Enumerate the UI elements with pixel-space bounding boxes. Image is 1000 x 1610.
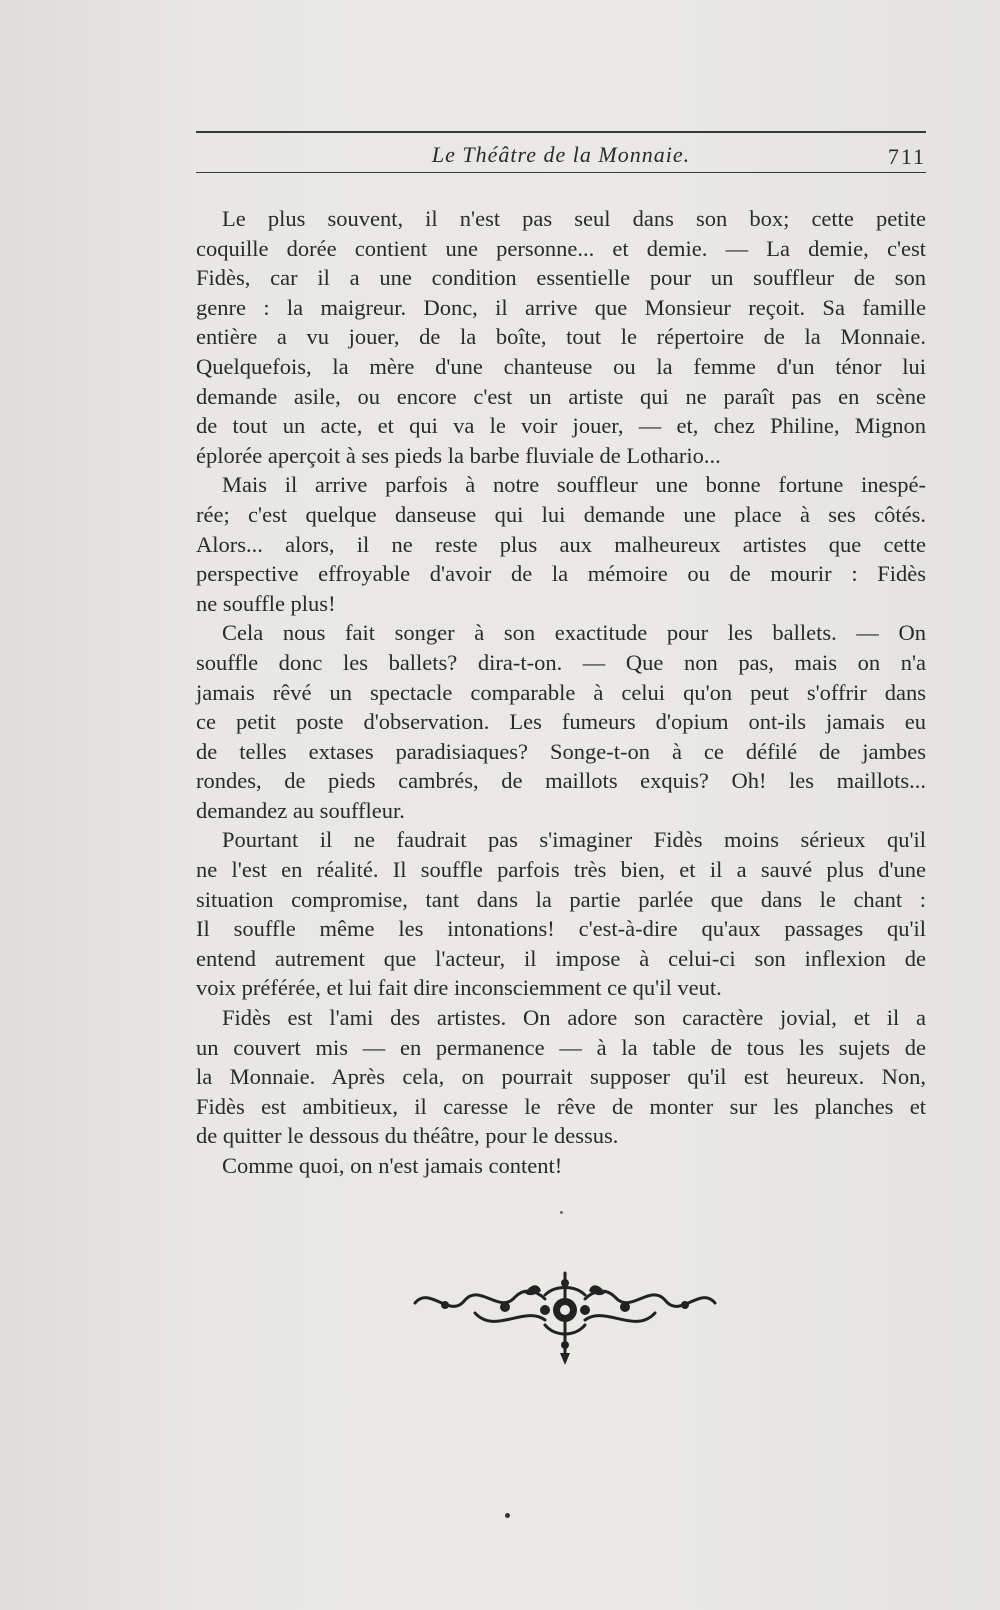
text-line: Quelquefois, la mère d'une chanteuse ou la femme d'un ténor lui: [196, 353, 926, 379]
text-line: Alors... alors, il ne reste plus aux malheureux artistes que cette: [196, 531, 926, 557]
body-text: [196, 204, 926, 1181]
text-line: situation compromise, tant dans la partie parlée que dans le chant :: [196, 886, 926, 912]
fleuron-ornament-icon: [405, 1265, 725, 1365]
text-line: ce petit poste d'observation. Les fumeurs d'opium ont-ils jamais eu: [196, 709, 926, 735]
text-line: un couvert mis — en permanence — à la table de tous les sujets de: [196, 1034, 926, 1060]
text-line: la Monnaie. Après cela, on pourrait supposer qu'il est heureux. Non,: [196, 1064, 926, 1090]
text-line: éplorée aperçoit à ses pieds la barbe fluviale de Lothario...: [196, 442, 721, 468]
header-rule-top: [196, 131, 926, 133]
text-line: souffle donc les ballets? dira-t-on. — Que non pas, mais on n'a: [196, 649, 926, 675]
text-line: de quitter le dessous du théâtre, pour le dessus.: [196, 1123, 619, 1149]
text-line: jamais rêvé un spectacle comparable à celui qu'on peut s'offrir dans: [196, 679, 926, 705]
print-speck: [505, 1513, 510, 1518]
text-line: Mais il arrive parfois à notre souffleur une bonne fortune inespé-: [222, 472, 926, 498]
page-number: 711: [887, 144, 926, 169]
text-line: demande asile, ou encore c'est un artiste qui ne paraît pas en scène: [196, 383, 926, 409]
text-line: Comme quoi, on n'est jamais content!: [222, 1153, 563, 1178]
text-line: demandez au souffleur.: [196, 797, 405, 823]
text-line: rondes, de pieds cambrés, de maillots exquis? Oh! les maillots...: [196, 768, 926, 794]
text-line: coquille dorée contient une personne... et demie. — La demie, c'est: [196, 235, 926, 261]
text-line: Fidès, car il a une condition essentielle pour un souffleur de son: [196, 265, 926, 291]
text-line: ne souffle plus!: [196, 590, 336, 616]
text-line: Il souffle même les intonations! c'est-à-dire qu'aux passages qu'il: [196, 916, 926, 942]
text-line: voix préférée, et lui fait dire inconsciemment ce qu'il veut.: [196, 975, 722, 1001]
text-line: Le plus souvent, il n'est pas seul dans son box; cette petite: [222, 206, 926, 231]
header-rule-bottom: [196, 172, 926, 173]
text-line: de tout un acte, et qui va le voir jouer, — et, chez Philine, Mignon: [196, 413, 926, 439]
text-line: entend autrement que l'acteur, il impose à celui-ci son inflexion de: [196, 945, 926, 971]
text-line: Fidès est ambitieux, il caresse le rêve de monter sur les planches et: [196, 1093, 926, 1119]
text-line: entière a vu jouer, de la boîte, tout le répertoire de la Monnaie.: [196, 324, 926, 350]
print-speck: [560, 1211, 563, 1214]
text-line: rée; c'est quelque danseuse qui lui demande une place à ses côtés.: [196, 501, 926, 527]
text-line: perspective effroyable d'avoir de la mémoire ou de mourir : Fidès: [196, 561, 926, 587]
text-line: Fidès est l'ami des artistes. On adore son caractère jovial, et il a: [222, 1005, 926, 1031]
text-line: ne l'est en réalité. Il souffle parfois très bien, et il a sauvé plus d'une: [196, 857, 926, 883]
text-line: Pourtant il ne faudrait pas s'imaginer Fidès moins sérieux qu'il: [222, 827, 926, 853]
text-line: Cela nous fait songer à son exactitude pour les ballets. — On: [222, 620, 926, 646]
running-head: [196, 140, 926, 168]
text-line: genre : la maigreur. Donc, il arrive que Monsieur reçoit. Sa famille: [196, 294, 926, 320]
text-line: de telles extases paradisiaques? Songe-t-on à ce défilé de jambes: [196, 738, 926, 764]
running-title: Le Théâtre de la Monnaie.: [431, 142, 691, 167]
